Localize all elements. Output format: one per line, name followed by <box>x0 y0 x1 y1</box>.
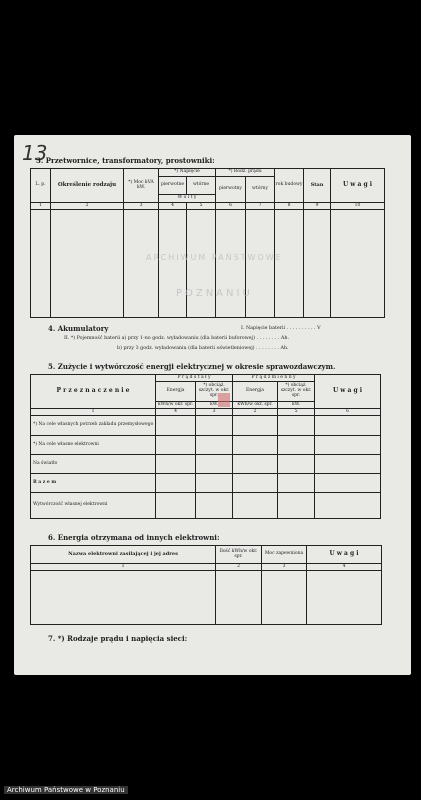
s3-header-lp: L. p. <box>31 169 51 203</box>
s5-header-obciazenie-staly: *) obciąż. szczyt. w okr. spr. <box>196 382 233 402</box>
s3-colnum: 8 <box>275 203 304 210</box>
s3-header-wtorne: wtórne <box>187 177 216 195</box>
s6-header-ilosc: Ilość kWh/w okr. spr. <box>216 546 262 564</box>
s5-cell <box>233 474 278 493</box>
s5-cell <box>196 474 233 493</box>
s5-colnum: 1 <box>31 409 156 416</box>
s5-colnum: 5 <box>278 409 315 416</box>
s6-colnum: 2 <box>216 564 262 571</box>
s5-colnum: 4 <box>156 409 196 416</box>
s5-row-label: *) Na cele własne elektrowni <box>31 436 156 455</box>
s3-colnum: 5 <box>187 203 216 210</box>
s3-header-nazwa: Określenie rodzaju <box>51 169 124 203</box>
s3-header-uwagi: U w a g i <box>331 169 385 203</box>
s5-cell <box>315 474 381 493</box>
s5-unit-kw: kW. <box>278 402 315 409</box>
section-5-title: 5. Zużycie i wytwórczość energji elektrycznej w okresie sprawozdawczym. <box>48 362 336 371</box>
archive-watermark <box>146 253 283 299</box>
s5-row-label: Wytwórczość własnej elektrowni <box>31 493 156 519</box>
s5-cell <box>156 416 196 436</box>
s5-cell <box>196 455 233 474</box>
s3-colnum: 1 <box>31 203 51 210</box>
s3-header-wolty: W o l t y <box>159 195 216 203</box>
s5-header-energia-zmienny: Energja <box>233 382 278 402</box>
s3-header-rok: rok budowy <box>275 169 304 203</box>
s4-line-napiecie: I. Napięcie baterii . . . . . . . . . . V <box>241 326 321 331</box>
s5-cell <box>315 436 381 455</box>
s3-colnum: 3 <box>124 203 159 210</box>
page-number: 13 <box>22 141 48 165</box>
s5-unit-kw: kW. <box>196 402 233 409</box>
section-4-title: 4. Akumulatory <box>48 324 109 333</box>
s6-colnum: 3 <box>262 564 307 571</box>
archive-footer: Archiwum Państwowe w Poznaniu <box>4 786 128 794</box>
s6-cell <box>216 571 262 625</box>
s3-colnum: 10 <box>331 203 385 210</box>
s5-cell <box>233 455 278 474</box>
s5-colnum: 2 <box>233 409 278 416</box>
s5-unit-kwh: kWh/w okr. spr. <box>233 402 278 409</box>
s6-cell <box>31 571 216 625</box>
document-sheet <box>14 135 411 675</box>
s5-cell <box>315 416 381 436</box>
s5-cell <box>196 416 233 436</box>
s3-colnum: 7 <box>246 203 275 210</box>
watermark-top: ARCHIWUM PAŃSTWOWE <box>146 253 283 262</box>
s4-line-pojemnosc-a: II. *) Pojemność baterii a) przy 1-no godz. wyładowaniu (dla baterii buforowej) . . . . . . . . Ah. <box>64 336 289 341</box>
s5-colnum: 3 <box>196 409 233 416</box>
s5-unit-kwh: kWh/w okr. spr. <box>156 402 196 409</box>
s3-header-rodzaj: *) Rodz. prądu <box>216 169 275 177</box>
s3-colnum: 9 <box>304 203 331 210</box>
s5-cell <box>278 436 315 455</box>
s5-cell <box>233 436 278 455</box>
s5-row-label: R a z e m <box>31 474 156 493</box>
s6-header-nazwa: Nazwa elektrowni zasilającej i jej adres <box>31 546 216 564</box>
s5-cell <box>315 455 381 474</box>
s5-cell <box>233 493 278 519</box>
s6-colnum: 4 <box>307 564 382 571</box>
s5-row-label: Na światło <box>31 455 156 474</box>
section-6-table <box>30 545 382 625</box>
s5-cell <box>156 493 196 519</box>
s5-cell <box>196 493 233 519</box>
s5-header-uwagi: U w a g i <box>315 375 381 409</box>
s6-cell <box>262 571 307 625</box>
s5-header-przeznaczenie: P r z e z n a c z e n i e <box>31 375 156 409</box>
s3-colnum: 2 <box>51 203 124 210</box>
section-7-title: 7. *) Rodzaje prądu i napięcia sieci: <box>48 634 188 643</box>
section-3-title: 3. Przetwornice, transformatory, prostowniki: <box>36 156 215 165</box>
s5-cell <box>233 416 278 436</box>
s3-cell <box>304 210 331 318</box>
s3-header-rwtorny: wtórny <box>246 177 275 203</box>
red-mark <box>218 393 230 407</box>
s3-cell <box>51 210 124 318</box>
s5-cell <box>278 455 315 474</box>
s5-row-label: *) Na cele własnych potrzeb zakładu przemysłowego <box>31 416 156 436</box>
s5-cell <box>156 455 196 474</box>
s4-line-pojemnosc-b: b) przy 3 godz. wyładowaniu (dla baterii oświetleniowej) . . . . . . . . Ah. <box>117 346 289 351</box>
s5-header-energia-staly: Energja <box>156 382 196 402</box>
s6-header-moc: Moc zapewniona <box>262 546 307 564</box>
s5-colnum: 6 <box>315 409 381 416</box>
s6-colnum: 1 <box>31 564 216 571</box>
s5-cell <box>196 436 233 455</box>
s3-header-stan: Stan <box>304 169 331 203</box>
s5-cell <box>278 474 315 493</box>
s5-cell <box>156 436 196 455</box>
s5-header-prad-zmienny: P r ą d z m i e n n y <box>233 375 315 382</box>
s5-cell <box>315 493 381 519</box>
s3-cell <box>331 210 385 318</box>
s6-header-uwagi: U w a g i <box>307 546 382 564</box>
s3-colnum: 4 <box>159 203 187 210</box>
section-6-title: 6. Energia otrzymana od innych elektrowni: <box>48 533 220 542</box>
s3-header-napiecie: *) Napięcie <box>159 169 216 177</box>
s5-cell <box>278 493 315 519</box>
s3-header-moc: *) Moc kVA kW. <box>124 169 159 203</box>
s5-cell <box>278 416 315 436</box>
s3-header-pierwotne: pierwotne <box>159 177 187 195</box>
s5-header-obciazenie-zmienny: *) obciąż. szczyt. w okr. spr. <box>278 382 315 402</box>
s3-colnum: 6 <box>216 203 246 210</box>
s5-header-prad-staly: P r ą d s t a ł y <box>156 375 233 382</box>
s3-header-rpierwotny: pierwotny <box>216 177 246 203</box>
watermark-bottom: POZNANIU <box>175 288 253 299</box>
s5-cell <box>156 474 196 493</box>
s6-cell <box>307 571 382 625</box>
s3-cell <box>31 210 51 318</box>
section-5-table <box>30 374 381 519</box>
